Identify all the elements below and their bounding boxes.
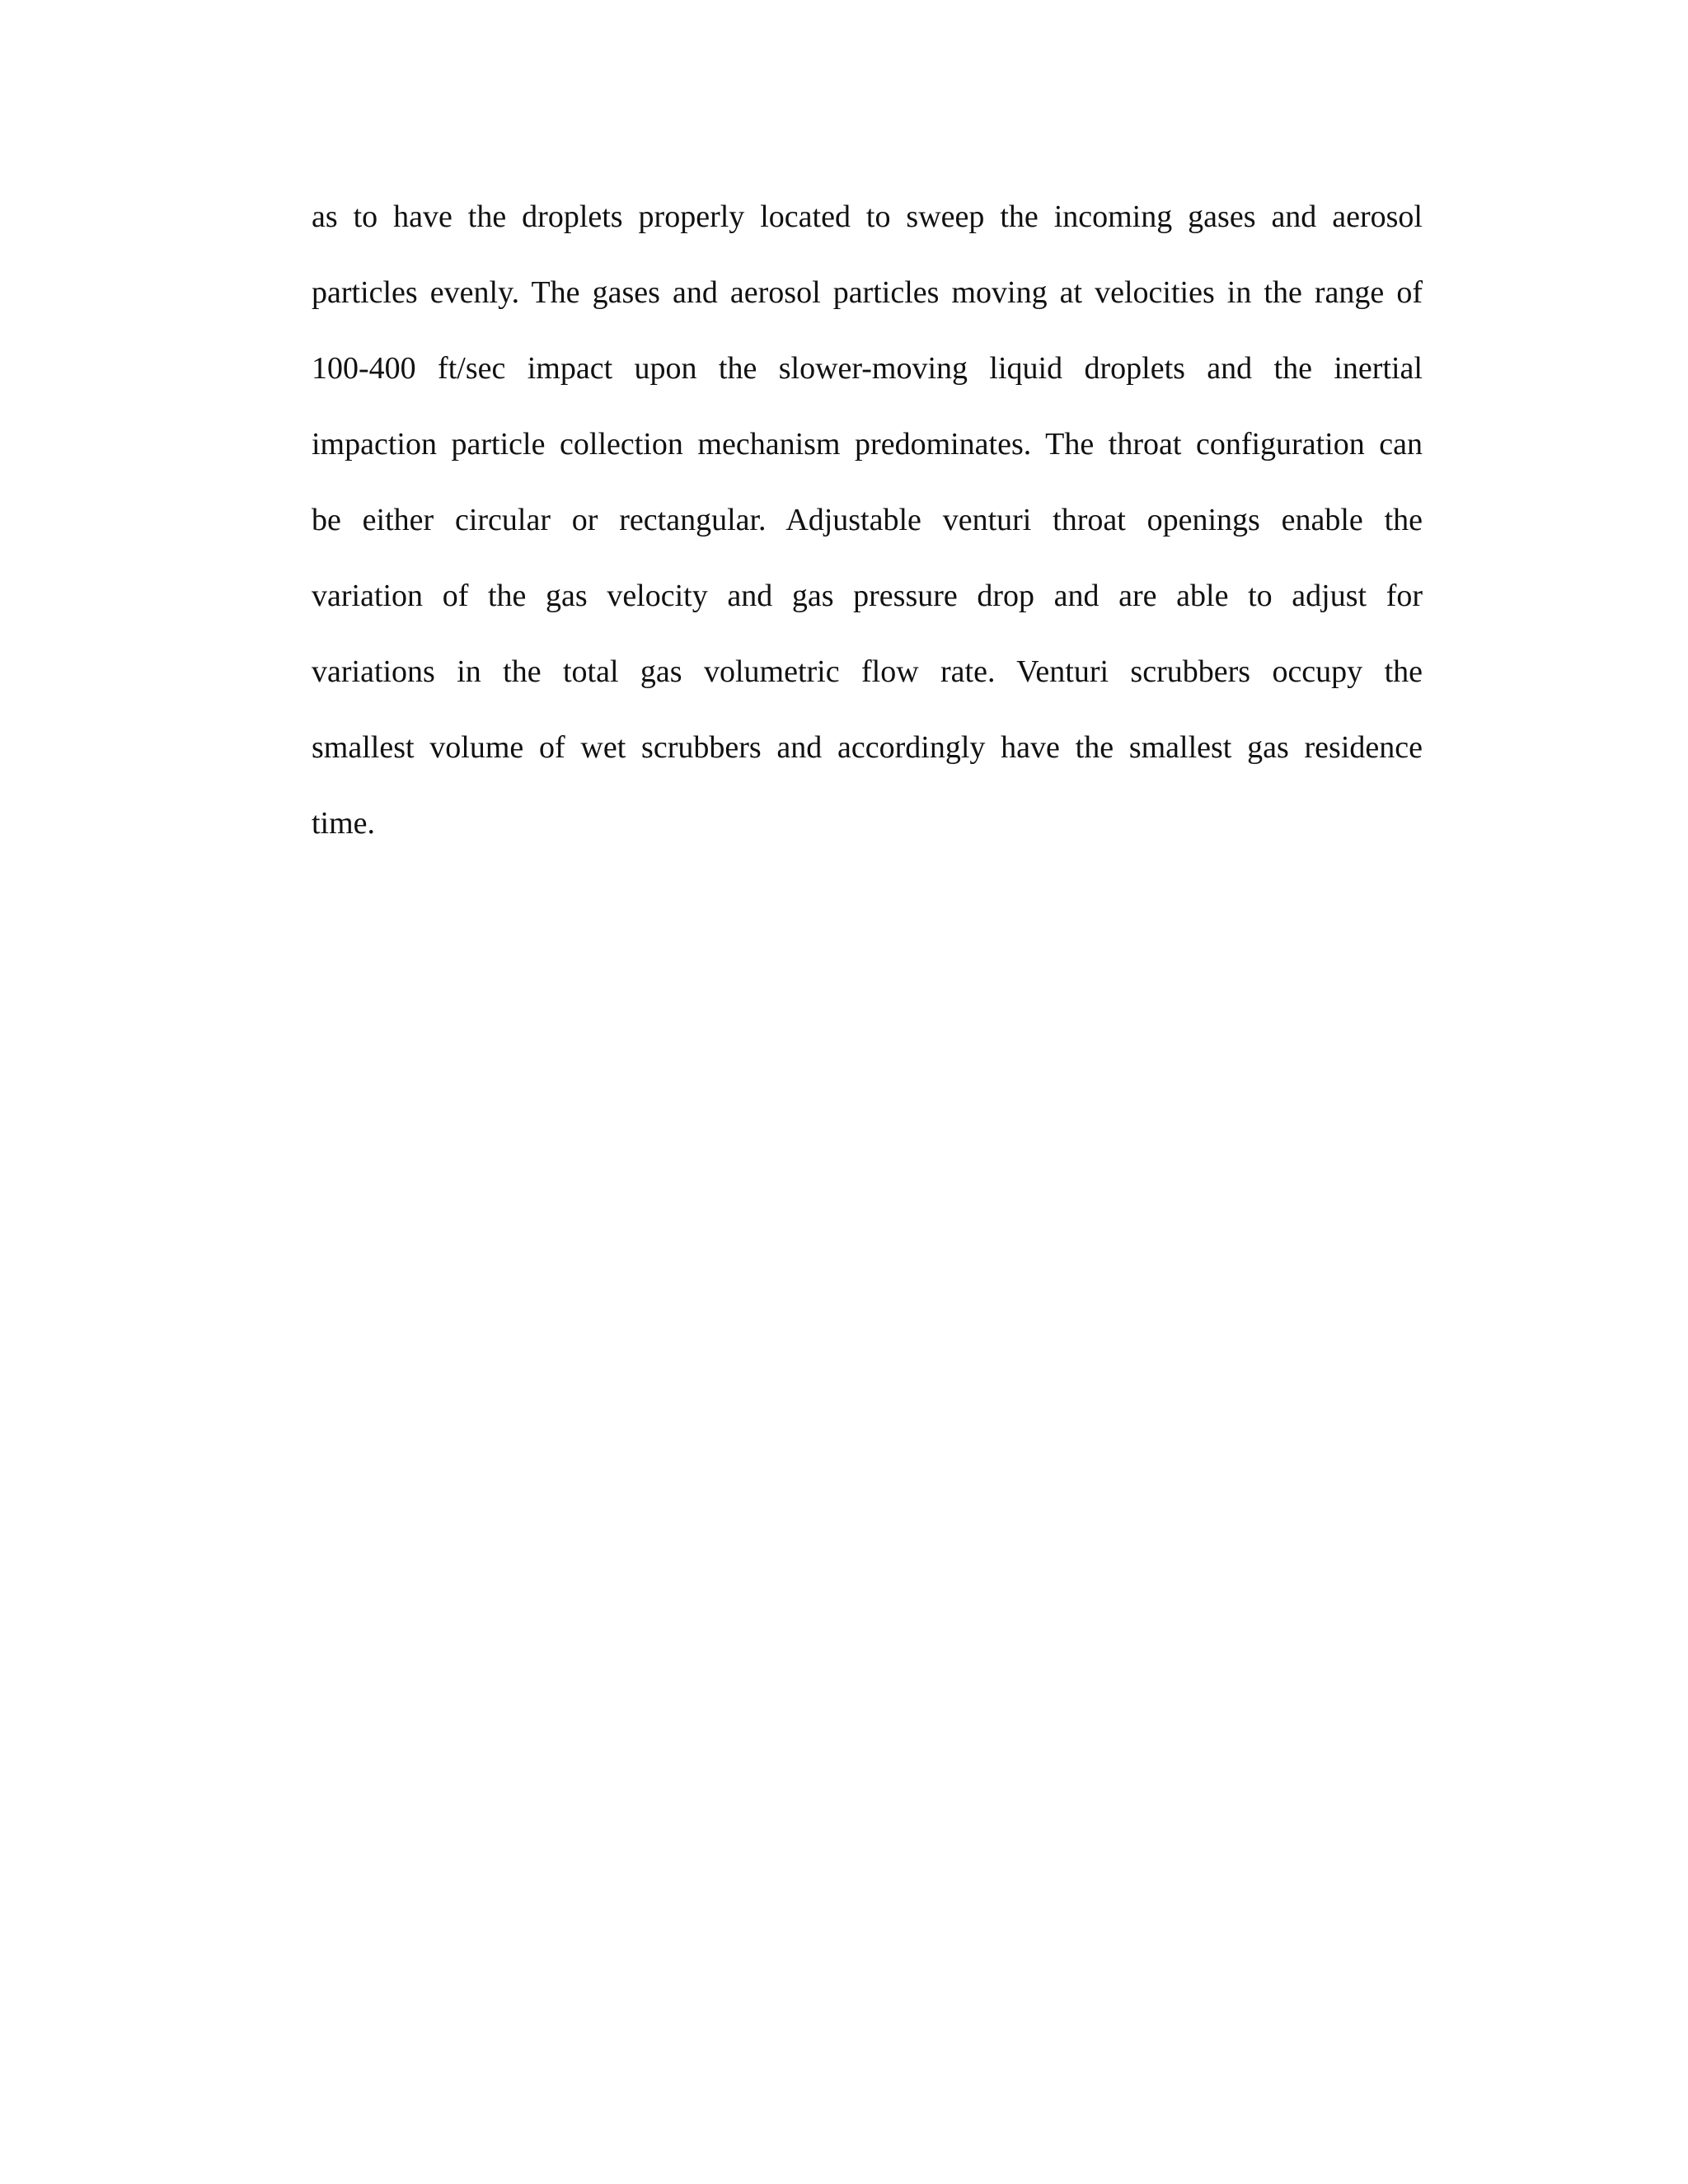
paragraph-line: variation of the gas velocity and gas pressure drop and are able to adjust for [312,579,1423,613]
paragraph-line: 100-400 ft/sec impact upon the slower-moving liquid droplets and the inertial [312,351,1423,386]
paragraph-line: smallest volume of wet scrubbers and accordingly have the smallest gas residence [312,730,1423,765]
paragraph-line: variations in the total gas volumetric flow rate. Venturi scrubbers occupy the [312,654,1423,689]
paragraph-line: be either circular or rectangular. Adjustable venturi throat openings enable the [312,503,1423,537]
paragraph-line: as to have the droplets properly located to sweep the incoming gases and aerosol [312,199,1423,234]
body-paragraph [312,186,1423,869]
paragraph-line: impaction particle collection mechanism predominates. The throat configuration can [312,427,1423,462]
paragraph-line: time. [312,806,376,841]
paragraph-line: particles evenly. The gases and aerosol particles moving at velocities in the range of [312,275,1423,310]
